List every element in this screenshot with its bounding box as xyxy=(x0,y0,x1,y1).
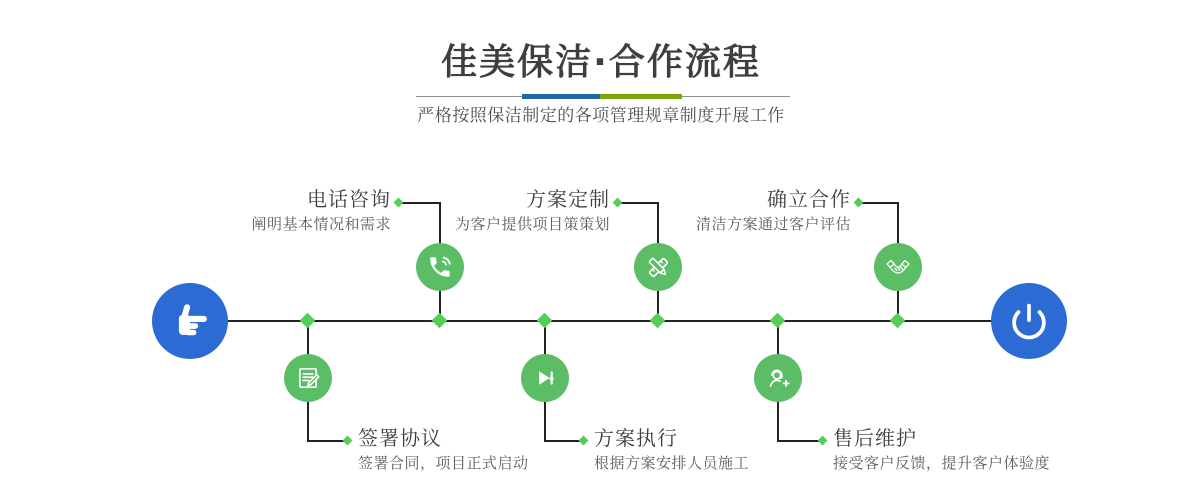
label-diamond-step1 xyxy=(394,198,404,208)
step1-label xyxy=(251,186,391,236)
step4-label xyxy=(358,425,529,475)
connector-step1-elbow xyxy=(399,202,440,204)
timeline-node-step6 xyxy=(770,313,786,329)
step-desc: 清洁方案通过客户评估 xyxy=(695,215,851,233)
step2-label xyxy=(455,186,610,236)
step6-circle xyxy=(754,354,802,402)
step6-label xyxy=(833,425,1050,475)
page-subtitle: 严格按照保洁制定的各项管理规章制度开展工作 xyxy=(417,106,785,126)
timeline-start-circle xyxy=(152,283,228,359)
execute-icon xyxy=(532,365,558,391)
handshake-icon xyxy=(884,255,912,279)
title-divider-accent xyxy=(522,94,682,99)
step-title: 确立合作 xyxy=(767,187,851,211)
step-title: 方案执行 xyxy=(594,426,678,450)
label-diamond-step5 xyxy=(579,436,589,446)
connector-step5-elbow xyxy=(544,440,583,442)
contract-icon xyxy=(295,365,321,391)
divider-blue-segment xyxy=(522,94,600,99)
step1-circle xyxy=(416,243,464,291)
step5-circle xyxy=(521,354,569,402)
step-desc: 根据方案安排人员施工 xyxy=(594,454,750,472)
step-desc: 接受客户反馈，提升客户体验度 xyxy=(833,454,1051,472)
label-diamond-step6 xyxy=(818,436,828,446)
timeline-node-step5 xyxy=(537,313,553,329)
connector-step2-elbow xyxy=(618,202,658,204)
step-title: 签署协议 xyxy=(358,426,442,450)
step-desc: 签署合同，项目正式启动 xyxy=(358,454,529,472)
label-diamond-step2 xyxy=(613,198,623,208)
timeline-end-circle xyxy=(991,283,1067,359)
timeline-node-step1 xyxy=(432,313,448,329)
step3-circle xyxy=(874,243,922,291)
connector-step4-elbow xyxy=(307,440,347,442)
step-desc: 为客户提供项目策策划 xyxy=(454,215,610,233)
connector-step6-elbow xyxy=(777,440,822,442)
step2-circle xyxy=(634,243,682,291)
step5-label xyxy=(594,425,749,475)
connector-step3-elbow xyxy=(859,202,898,204)
step-title: 售后维护 xyxy=(833,426,917,450)
timeline-node-step2 xyxy=(650,313,666,329)
label-diamond-step3 xyxy=(854,198,864,208)
step4-circle xyxy=(284,354,332,402)
power-icon xyxy=(1009,301,1049,341)
timeline-node-step4 xyxy=(300,313,316,329)
aftersale-icon xyxy=(765,365,791,391)
pointing-hand-icon xyxy=(169,300,211,342)
step3-label xyxy=(696,186,851,236)
phone-icon xyxy=(427,254,453,280)
page-title: 佳美保洁·合作流程 xyxy=(441,42,761,83)
timeline-node-step3 xyxy=(890,313,906,329)
step-title: 方案定制 xyxy=(526,187,610,211)
divider-green-segment xyxy=(600,94,682,99)
design-icon xyxy=(645,254,672,281)
step-desc: 阐明基本情况和需求 xyxy=(251,215,391,233)
label-diamond-step4 xyxy=(343,436,353,446)
step-title: 电话咨询 xyxy=(307,187,391,211)
